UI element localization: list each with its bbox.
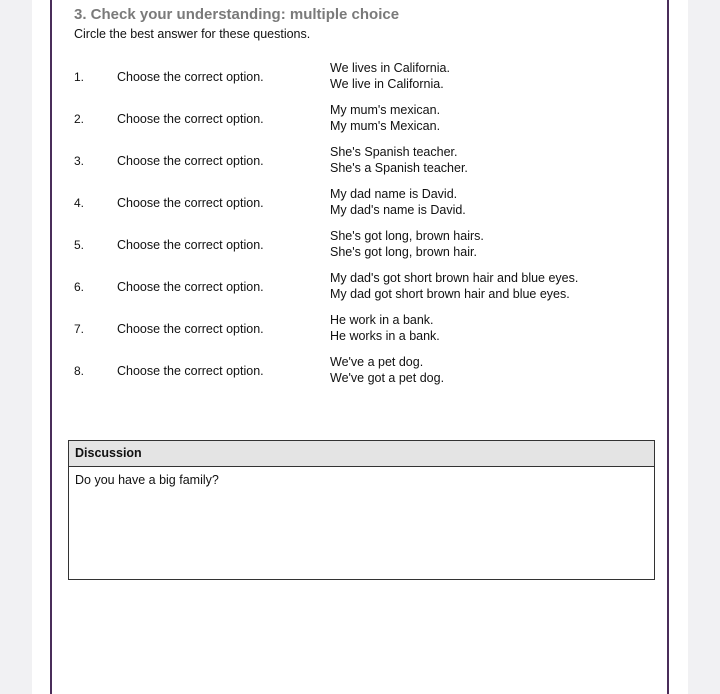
option-b[interactable]: She's got long, brown hair. — [330, 245, 477, 259]
question-row — [0, 103, 720, 139]
option-a[interactable]: We've a pet dog. — [330, 355, 424, 369]
option-a[interactable]: My mum's mexican. — [330, 103, 441, 117]
section-heading: 3. Check your understanding: multiple choice — [74, 6, 400, 23]
option-a[interactable]: We lives in California. — [330, 61, 450, 75]
option-a[interactable]: He work in a bank. — [330, 313, 434, 327]
question-row — [0, 313, 720, 349]
question-prompt: Choose the correct option. — [117, 280, 264, 294]
question-row — [0, 355, 720, 391]
option-b[interactable]: He works in a bank. — [330, 329, 440, 343]
question-number: 2. — [74, 112, 85, 126]
question-prompt: Choose the correct option. — [117, 70, 264, 84]
option-b[interactable]: My mum's Mexican. — [330, 119, 441, 133]
question-row — [0, 229, 720, 265]
section-instruction: Circle the best answer for these questions. — [74, 27, 311, 41]
option-a[interactable]: She's got long, brown hairs. — [330, 229, 484, 243]
question-row — [0, 145, 720, 181]
option-a[interactable]: My dad's got short brown hair and blue eyes. — [330, 271, 579, 285]
question-number: 3. — [74, 154, 85, 168]
option-b[interactable]: She's a Spanish teacher. — [330, 161, 468, 175]
option-b[interactable]: My dad's name is David. — [330, 203, 466, 217]
discussion-question: Do you have a big family? — [75, 473, 219, 487]
question-row — [0, 61, 720, 97]
question-prompt: Choose the correct option. — [117, 364, 264, 378]
discussion-title: Discussion — [69, 441, 654, 467]
question-row — [0, 271, 720, 307]
question-prompt: Choose the correct option. — [117, 322, 264, 336]
option-b[interactable]: We live in California. — [330, 77, 444, 91]
option-b[interactable]: My dad got short brown hair and blue eyes. — [330, 287, 570, 301]
question-number: 7. — [74, 322, 85, 336]
question-prompt: Choose the correct option. — [117, 154, 264, 168]
question-number: 6. — [74, 280, 85, 294]
question-prompt: Choose the correct option. — [117, 196, 264, 210]
option-a[interactable]: She's Spanish teacher. — [330, 145, 458, 159]
question-number: 4. — [74, 196, 85, 210]
question-row — [0, 187, 720, 223]
option-b[interactable]: We've got a pet dog. — [330, 371, 445, 385]
question-number: 1. — [74, 70, 85, 84]
question-prompt: Choose the correct option. — [117, 238, 264, 252]
question-number: 5. — [74, 238, 85, 252]
question-number: 8. — [74, 364, 85, 378]
discussion-box — [68, 440, 655, 580]
question-prompt: Choose the correct option. — [117, 112, 264, 126]
option-a[interactable]: My dad name is David. — [330, 187, 458, 201]
